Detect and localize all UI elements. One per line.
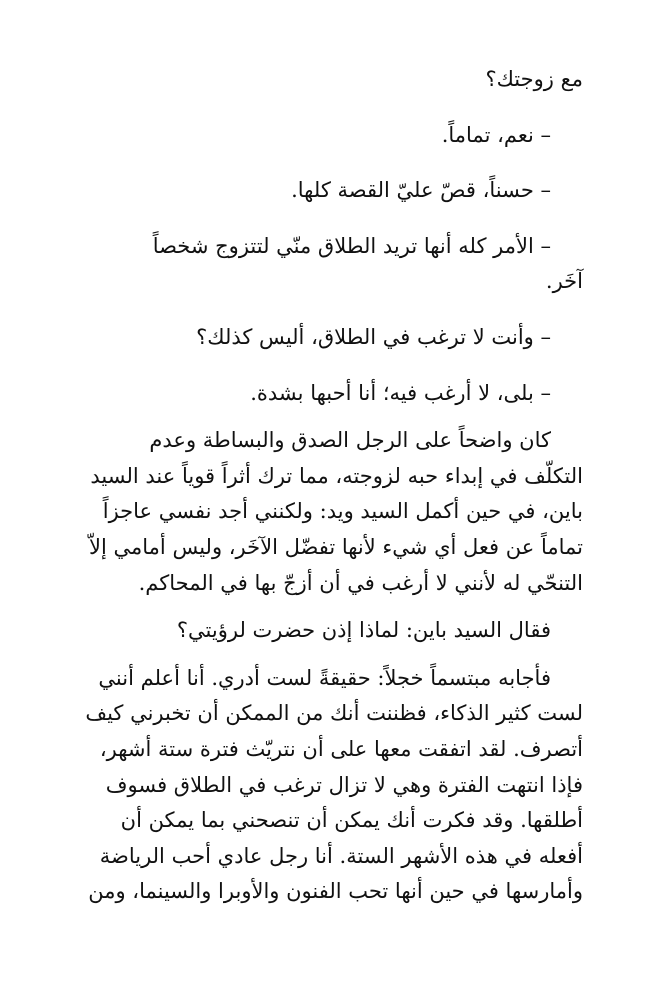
text-line: مع زوجتك؟ bbox=[485, 67, 583, 91]
text-line: فإذا انتهت الفترة وهي لا تزال ترغب في الطلاق فسوف bbox=[105, 772, 583, 797]
text-line: التكلّف في إبداء حبه لزوجته، مما ترك أثراً قوياً عند السيد bbox=[90, 463, 583, 488]
text-line: فأجابه مبتسماً خجلاً: حقيقةً لست أدري. أنا أعلم أنني bbox=[98, 665, 551, 690]
text-line: تماماً عن فعل أي شيء لأنها تفضّل الآخَر، وليس أمامي إلاّ bbox=[89, 534, 583, 559]
dialogue-line: – وأنت لا ترغب في الطلاق، أليس كذلك؟ bbox=[196, 324, 551, 349]
text-line: أتصرف. لقد اتفقت معها على أن نتريّث فترة ستة أشهر، bbox=[99, 736, 583, 761]
document-page bbox=[75, 62, 583, 910]
text-line: كان واضحاً على الرجل الصدق والبساطة وعدم bbox=[149, 428, 551, 453]
paragraph bbox=[75, 661, 583, 910]
text-line: لست كثير الذكاء، فظننت أنك من الممكن أن تخبرني كيف bbox=[85, 701, 583, 726]
dialogue-line: – نعم، تماماً. bbox=[441, 122, 551, 147]
text-line: فقال السيد باين: لماذا إذن حضرت لرؤيتي؟ bbox=[176, 618, 551, 643]
text-line: أفعله في هذه الأشهر الستة. أنا رجل عادي أحب الرياضة bbox=[99, 843, 583, 868]
dialogue-line: – بلى، لا أرغب فيه؛ أنا أحبها بشدة. bbox=[250, 380, 551, 405]
text-line: وأمارسها في حين أنها تحب الفنون والأوبرا والسينما، ومن bbox=[88, 879, 583, 904]
text-line: التنحّي له لأنني لا أرغب في أن أزجّ بها في المحاكم. bbox=[138, 570, 583, 595]
text-line: أطلقها. وقد فكرت أنك يمكن أن تنصحني بما يمكن أن bbox=[120, 808, 583, 833]
dialogue-line: آخَر. bbox=[545, 269, 583, 294]
paragraph bbox=[75, 423, 583, 601]
text-line: باين، في حين أكمل السيد ويد: ولكنني أجد نفسي عاجزاً bbox=[102, 499, 583, 524]
dialogue-line: – حسناً، قصّ عليّ القصة كلها. bbox=[291, 178, 551, 203]
dialogue-line: – الأمر كله أنها تريد الطلاق منّي لتتزوج شخصاً bbox=[152, 233, 551, 258]
